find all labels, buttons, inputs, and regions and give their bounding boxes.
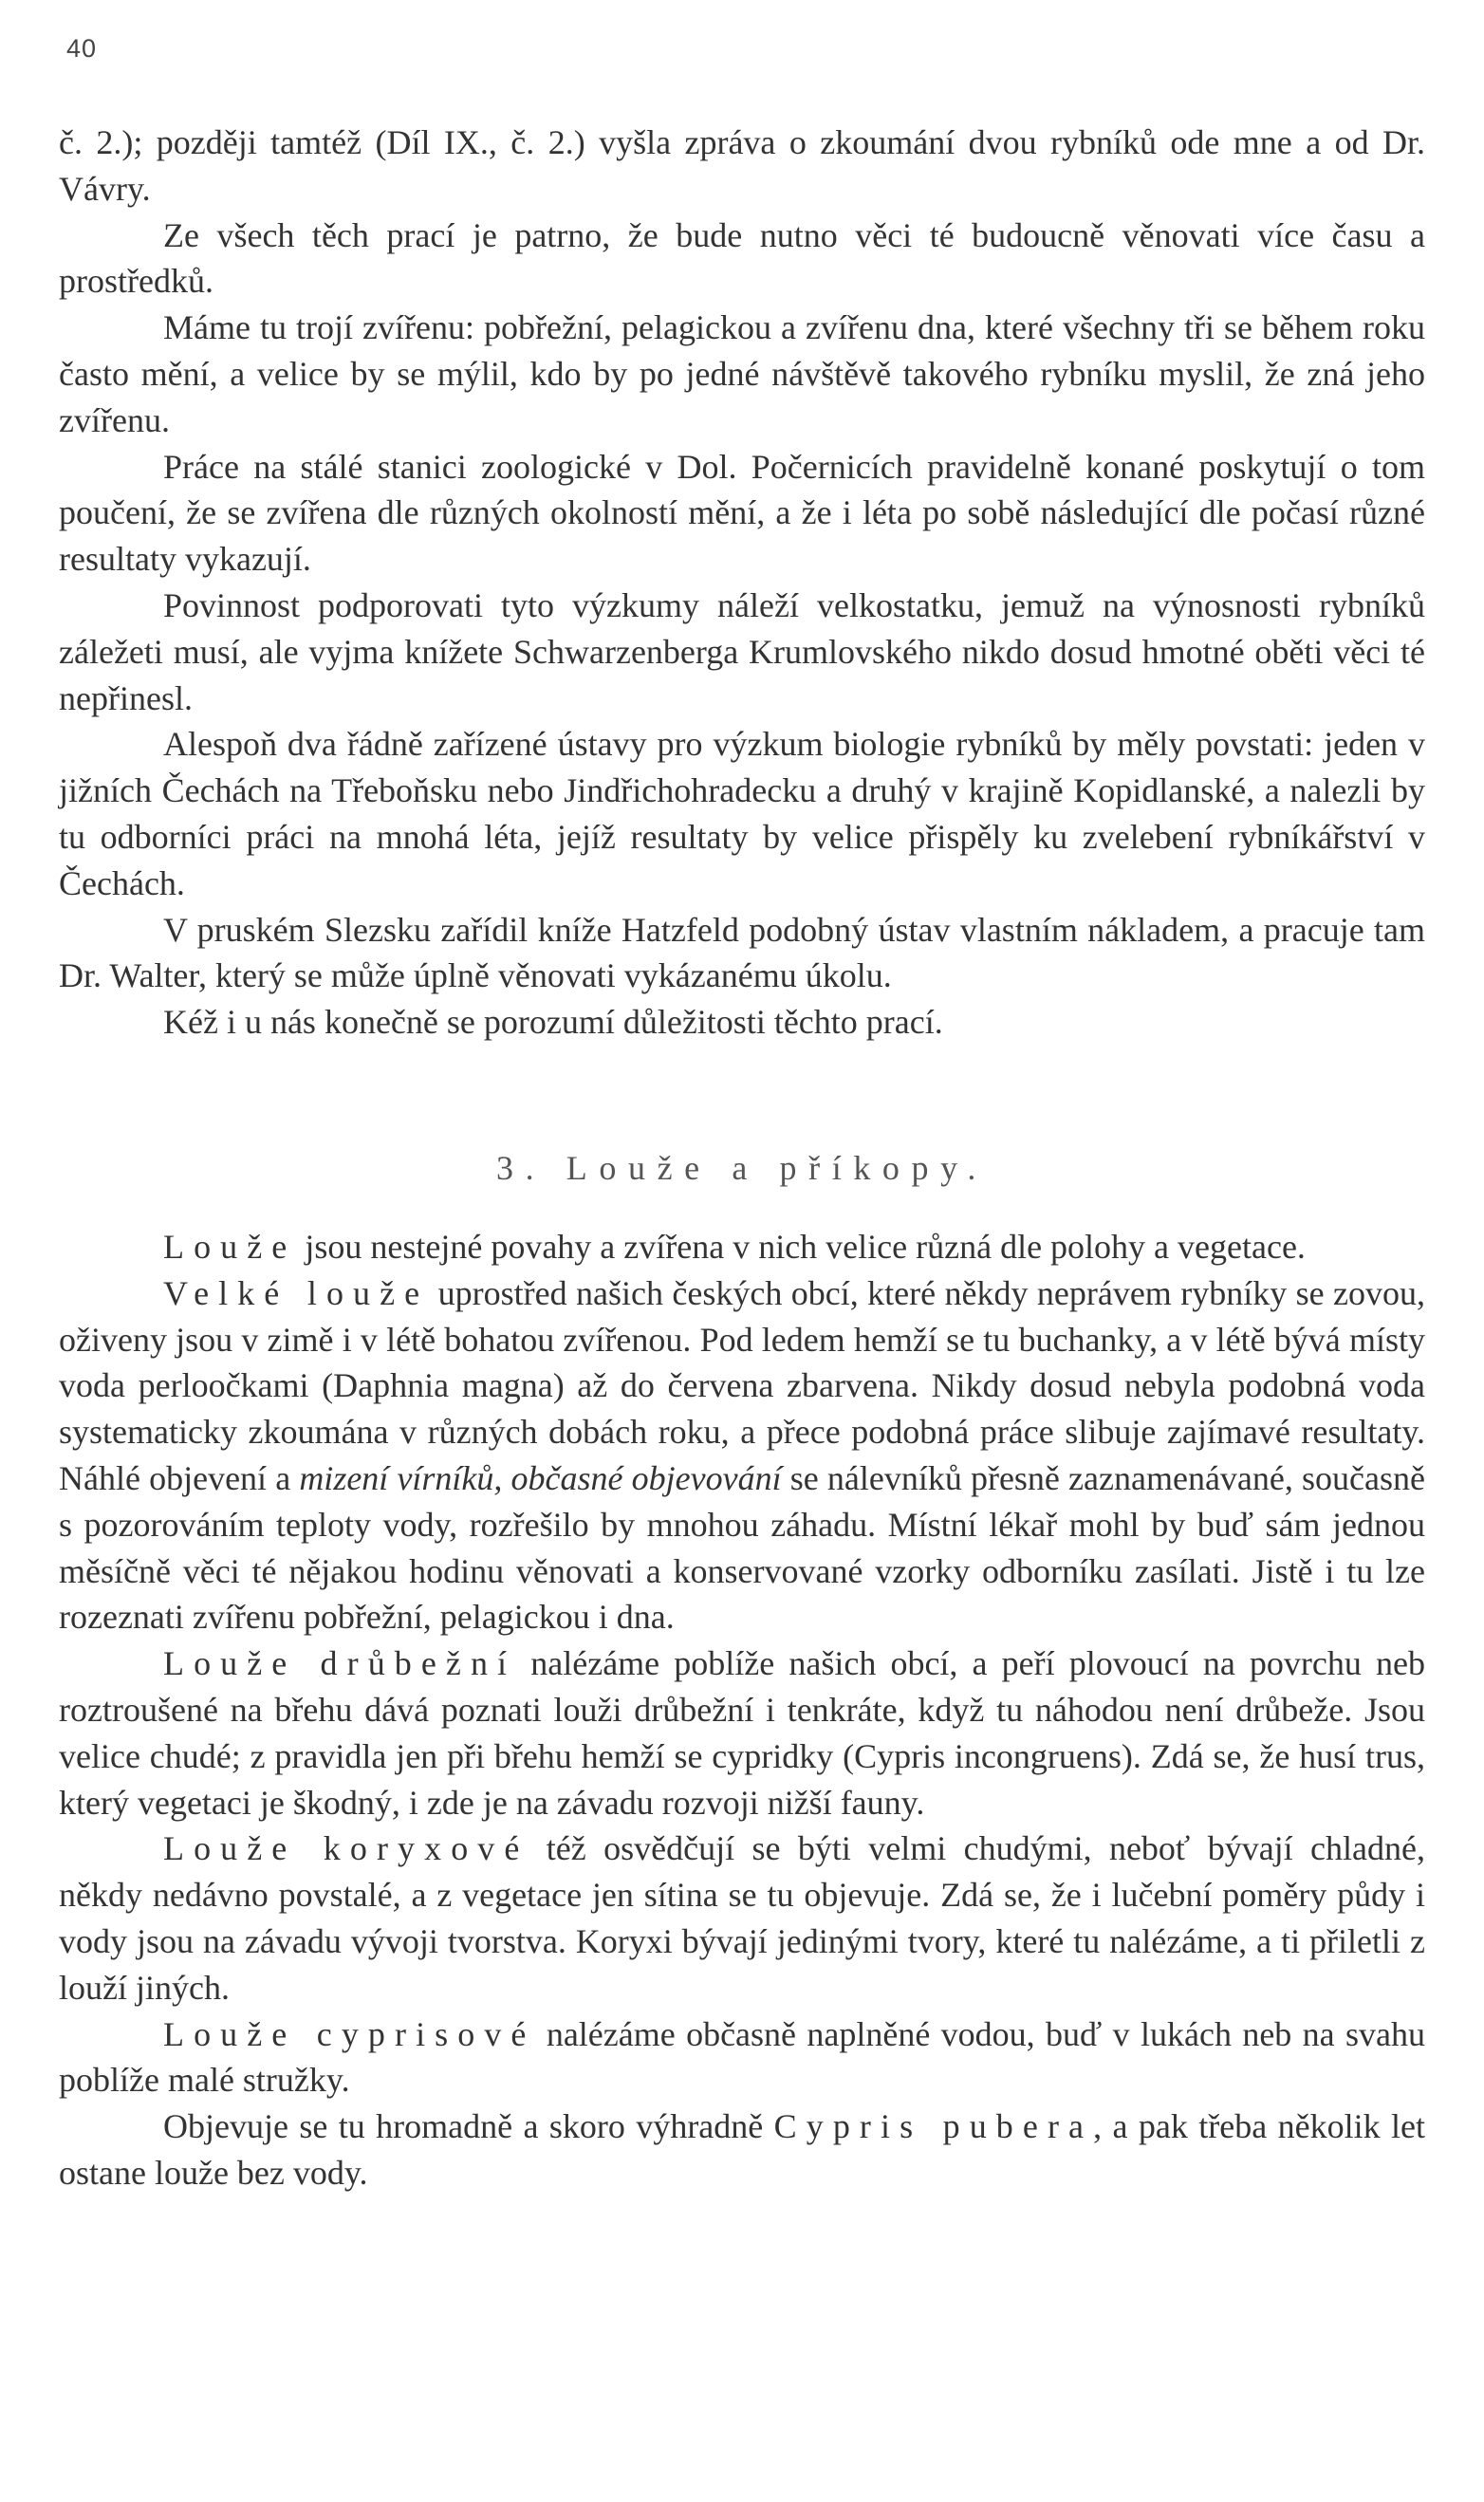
section-heading: 3. Louže a příkopy.	[496, 1149, 988, 1187]
paragraph: Práce na stálé stanici zoologické v Dol. Počernicích pravidelně konané poskytují o tom poučení, že se zvířena dle různých okolností mění, a že i léta po sobě následující dle počasí různé resultaty vykazují.	[59, 447, 1425, 579]
section-text-puddles	[59, 1224, 1425, 2196]
page-number: 40	[66, 34, 98, 63]
spaced-term: Louže cyprisové	[163, 2014, 536, 2053]
paragraph	[59, 2011, 1425, 2104]
paragraph: Máme tu trojí zvířenu: pobřežní, pelagickou a zvířenu dna, které všechny tři se během roku často mění, a velice by se mýlil, kdo by po jedné návštěvě takového rybníku myslil, že zná jeho zvířenu.	[59, 308, 1425, 439]
paragraph	[59, 1640, 1425, 1826]
paragraph	[59, 2104, 1425, 2196]
spaced-term: Louže drůbežní	[163, 1644, 517, 1683]
paragraph: V pruském Slezsku zařídil kníže Hatzfeld podobný ústav vlastním nákladem, a pracuje tam Dr. Walter, který se může úplně věnovati vykázanému úkolu.	[59, 910, 1425, 995]
paragraph-text: nalézáme občasně naplněné vodou, buď v lukách neb na svahu poblíže malé stružky.	[59, 2014, 1425, 2100]
paragraph: Kéž i u nás konečně se porozumí důležitosti těchto prací.	[163, 1003, 943, 1042]
section-text-ponds	[59, 120, 1425, 1046]
paragraph-text: jsou nestejné povahy a zvířena v nich velice různá dle polohy a vegetace.	[296, 1228, 1306, 1266]
paragraph	[59, 1224, 1425, 1270]
paragraph-text: se nálevníků přesně zaznamenávané, současně s pozorováním teploty vody, rozřešilo by mnohou záhadu. Místní lékař mohl by buď sám jednou měsíčně věci té nějakou hodinu věnovati a konservované vzorky odborníku zasílati. Jistě i tu lze rozeznati zvířenu pobřežní, pelagickou i dna.	[59, 1458, 1425, 1637]
paragraph: Ze všech těch prací je patrno, že bude nutno věci té budoucně věnovati více času a prostředků.	[59, 215, 1425, 301]
paragraph-text: nalézáme poblíže našich obcí, a peří plovoucí na povrchu neb roztroušené na břehu dává poznati louži drůbežní i tenkráte, když tu náhodou není drůbeže. Jsou velice chudé; z pravidla jen při břehu hemží se cypridky (Cypris incongruens). Zdá se, že husí trus, který vegetaci je škodný, i zde je na závadu rozvoji nižší fauny.	[59, 1644, 1425, 1822]
paragraph-text: , a pak třeba několik let ostane louže bez vody.	[59, 2107, 1425, 2192]
spaced-term: Velké louže	[163, 1273, 430, 1312]
paragraph	[59, 1270, 1425, 1640]
paragraph-continuation: č. 2.); později tamtéž (Díl IX., č. 2.) vyšla zpráva o zkoumání dvou rybníků ode mne a od Dr. Vávry.	[59, 123, 1425, 208]
spaced-term: Cypris pubera	[773, 2107, 1094, 2146]
paragraph-text: uprostřed našich českých obcí, které někdy neprávem rybníky se zovou, oživeny jsou v zimě i v létě bohatou zvířenou. Pod ledem hemží se tu buchanky, a v létě bývá místy voda perloočkami (Daphnia magna) až do červena zbarvena. Nikdy dosud nebyla podobná voda systematicky zkoumána v různých dobách roku, a přece podobná práce slibuje zajímavé resultaty. Náhlé objevení a	[59, 1273, 1425, 1497]
paragraph	[59, 1826, 1425, 2011]
spaced-term: Louže	[163, 1228, 297, 1266]
paragraph: Alespoň dva řádně zařízené ústavy pro výzkum biologie rybníků by měly povstati: jeden v jižních Čechách na Třeboňsku nebo Jindřichohradecku a druhý v krajině Kopidlanské, a nalezli by tu odborníci práci na mnohá léta, jejíž resultaty by velice přispěly ku zvelebení rybníkářství v Čechách.	[59, 725, 1425, 902]
paragraph: Povinnost podporovati tyto výzkumy náleží velkostatku, jemuž na výnosnosti rybníků záležeti musí, ale vyjma knížete Schwarzenberga Krumlovského nikdo dosud hmotné oběti věci té nepřinesl.	[59, 585, 1425, 717]
italic-text: mizení vírníků, občasné objevování	[299, 1458, 782, 1497]
spaced-term: Louže koryxové	[163, 1829, 529, 1868]
paragraph-text: Objevuje se tu hromadně a skoro výhradně	[163, 2107, 774, 2146]
paragraph-text: též osvědčují se býti velmi chudými, neboť bývají chladné, někdy nedávno povstalé, a z vegetace jen sítina se tu objevuje. Zdá se, že i lučební poměry půdy i vody jsou na závadu vývoji tvorstva. Koryxi bývají jedinými tvory, které tu nalézáme, a ti přiletli z louží jiných.	[59, 1829, 1425, 2007]
